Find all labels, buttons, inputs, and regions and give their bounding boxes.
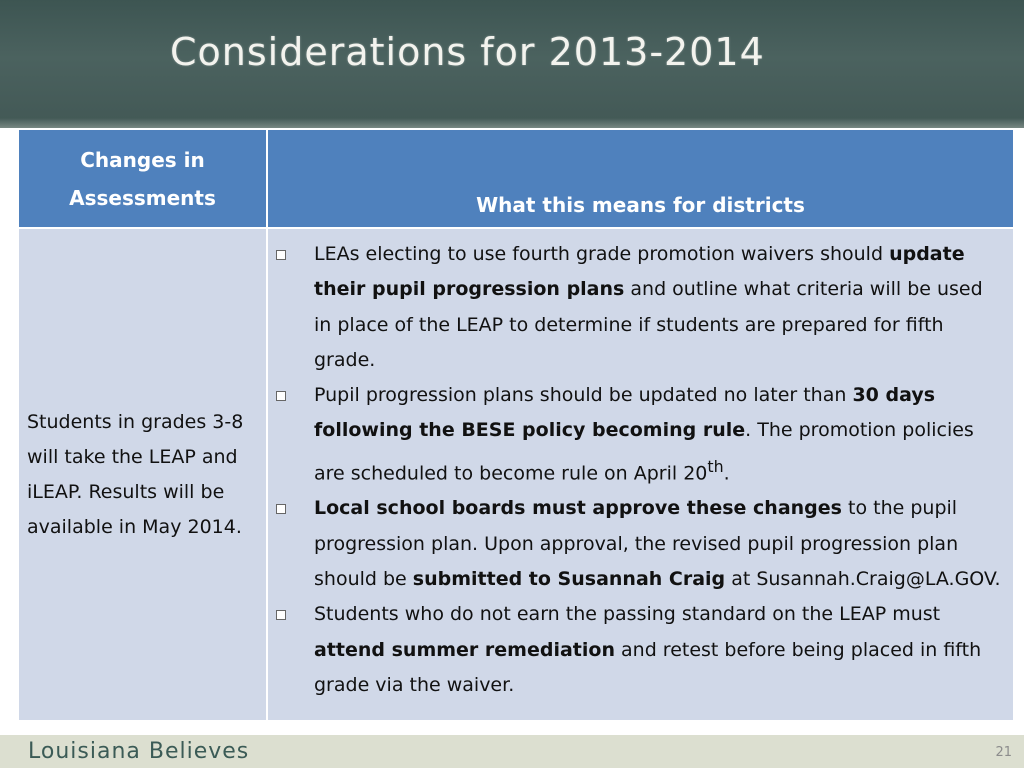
- ordinal-suffix: th: [707, 456, 724, 476]
- district-implications-cell: [267, 228, 1014, 721]
- page-number: 21: [995, 745, 1012, 760]
- header-changes-in-assessments: [18, 129, 267, 228]
- header-what-this-means: What this means for districts: [267, 129, 1014, 228]
- bold-phrase: update their pupil progression plans: [314, 243, 965, 301]
- bold-phrase: 30 days following the BESE policy becoming rule: [314, 384, 936, 442]
- checkbox-bullet-icon: [276, 610, 286, 620]
- left-line-1: Students in grades 3-8: [27, 410, 244, 433]
- brand-logo-text: Louisiana Believes: [28, 739, 250, 764]
- bold-phrase: Local school boards must approve these changes: [314, 497, 842, 520]
- table-header-row: [18, 129, 1014, 228]
- assessment-change-cell: [18, 228, 267, 721]
- table-row: [18, 228, 1014, 721]
- list-item: LEAs electing to use fourth grade promotion waivers should update their pupil progression plans and outline what criteria will be used in place of the LEAP to determine if students are prepared for fifth grade.: [276, 237, 1003, 378]
- considerations-table: [17, 128, 1015, 722]
- checkbox-bullet-icon: [276, 391, 286, 401]
- list-item: Pupil progression plans should be updated no later than 30 days following the BESE policy becoming rule. The promotion policies are scheduled to become rule on April 20th.: [276, 378, 1003, 491]
- left-line-4: available in May 2014.: [27, 515, 242, 538]
- header-col1-line2: Assessments: [69, 185, 216, 210]
- list-item: Local school boards must approve these changes to the pupil progression plan. Upon approval, the revised pupil progression plan should be submitted to Susannah Craig at Susannah.Craig@LA.GOV.: [276, 491, 1003, 597]
- footer-bar: [0, 735, 1024, 768]
- list-item: Students who do not earn the passing standard on the LEAP must attend summer remediation and retest before being placed in fifth grade via the waiver.: [276, 597, 1003, 703]
- checkbox-bullet-icon: [276, 250, 286, 260]
- left-line-3: iLEAP. Results will be: [27, 480, 225, 503]
- chalkboard-header: [0, 0, 1024, 128]
- bold-phrase: attend summer remediation: [314, 638, 615, 661]
- slide-title: Considerations for 2013-2014: [170, 30, 765, 74]
- bold-phrase: submitted to Susannah Craig: [412, 568, 726, 590]
- left-line-2: will take the LEAP and: [27, 445, 238, 468]
- checkbox-bullet-icon: [276, 504, 286, 514]
- header-col1-line1: Changes in: [80, 147, 205, 172]
